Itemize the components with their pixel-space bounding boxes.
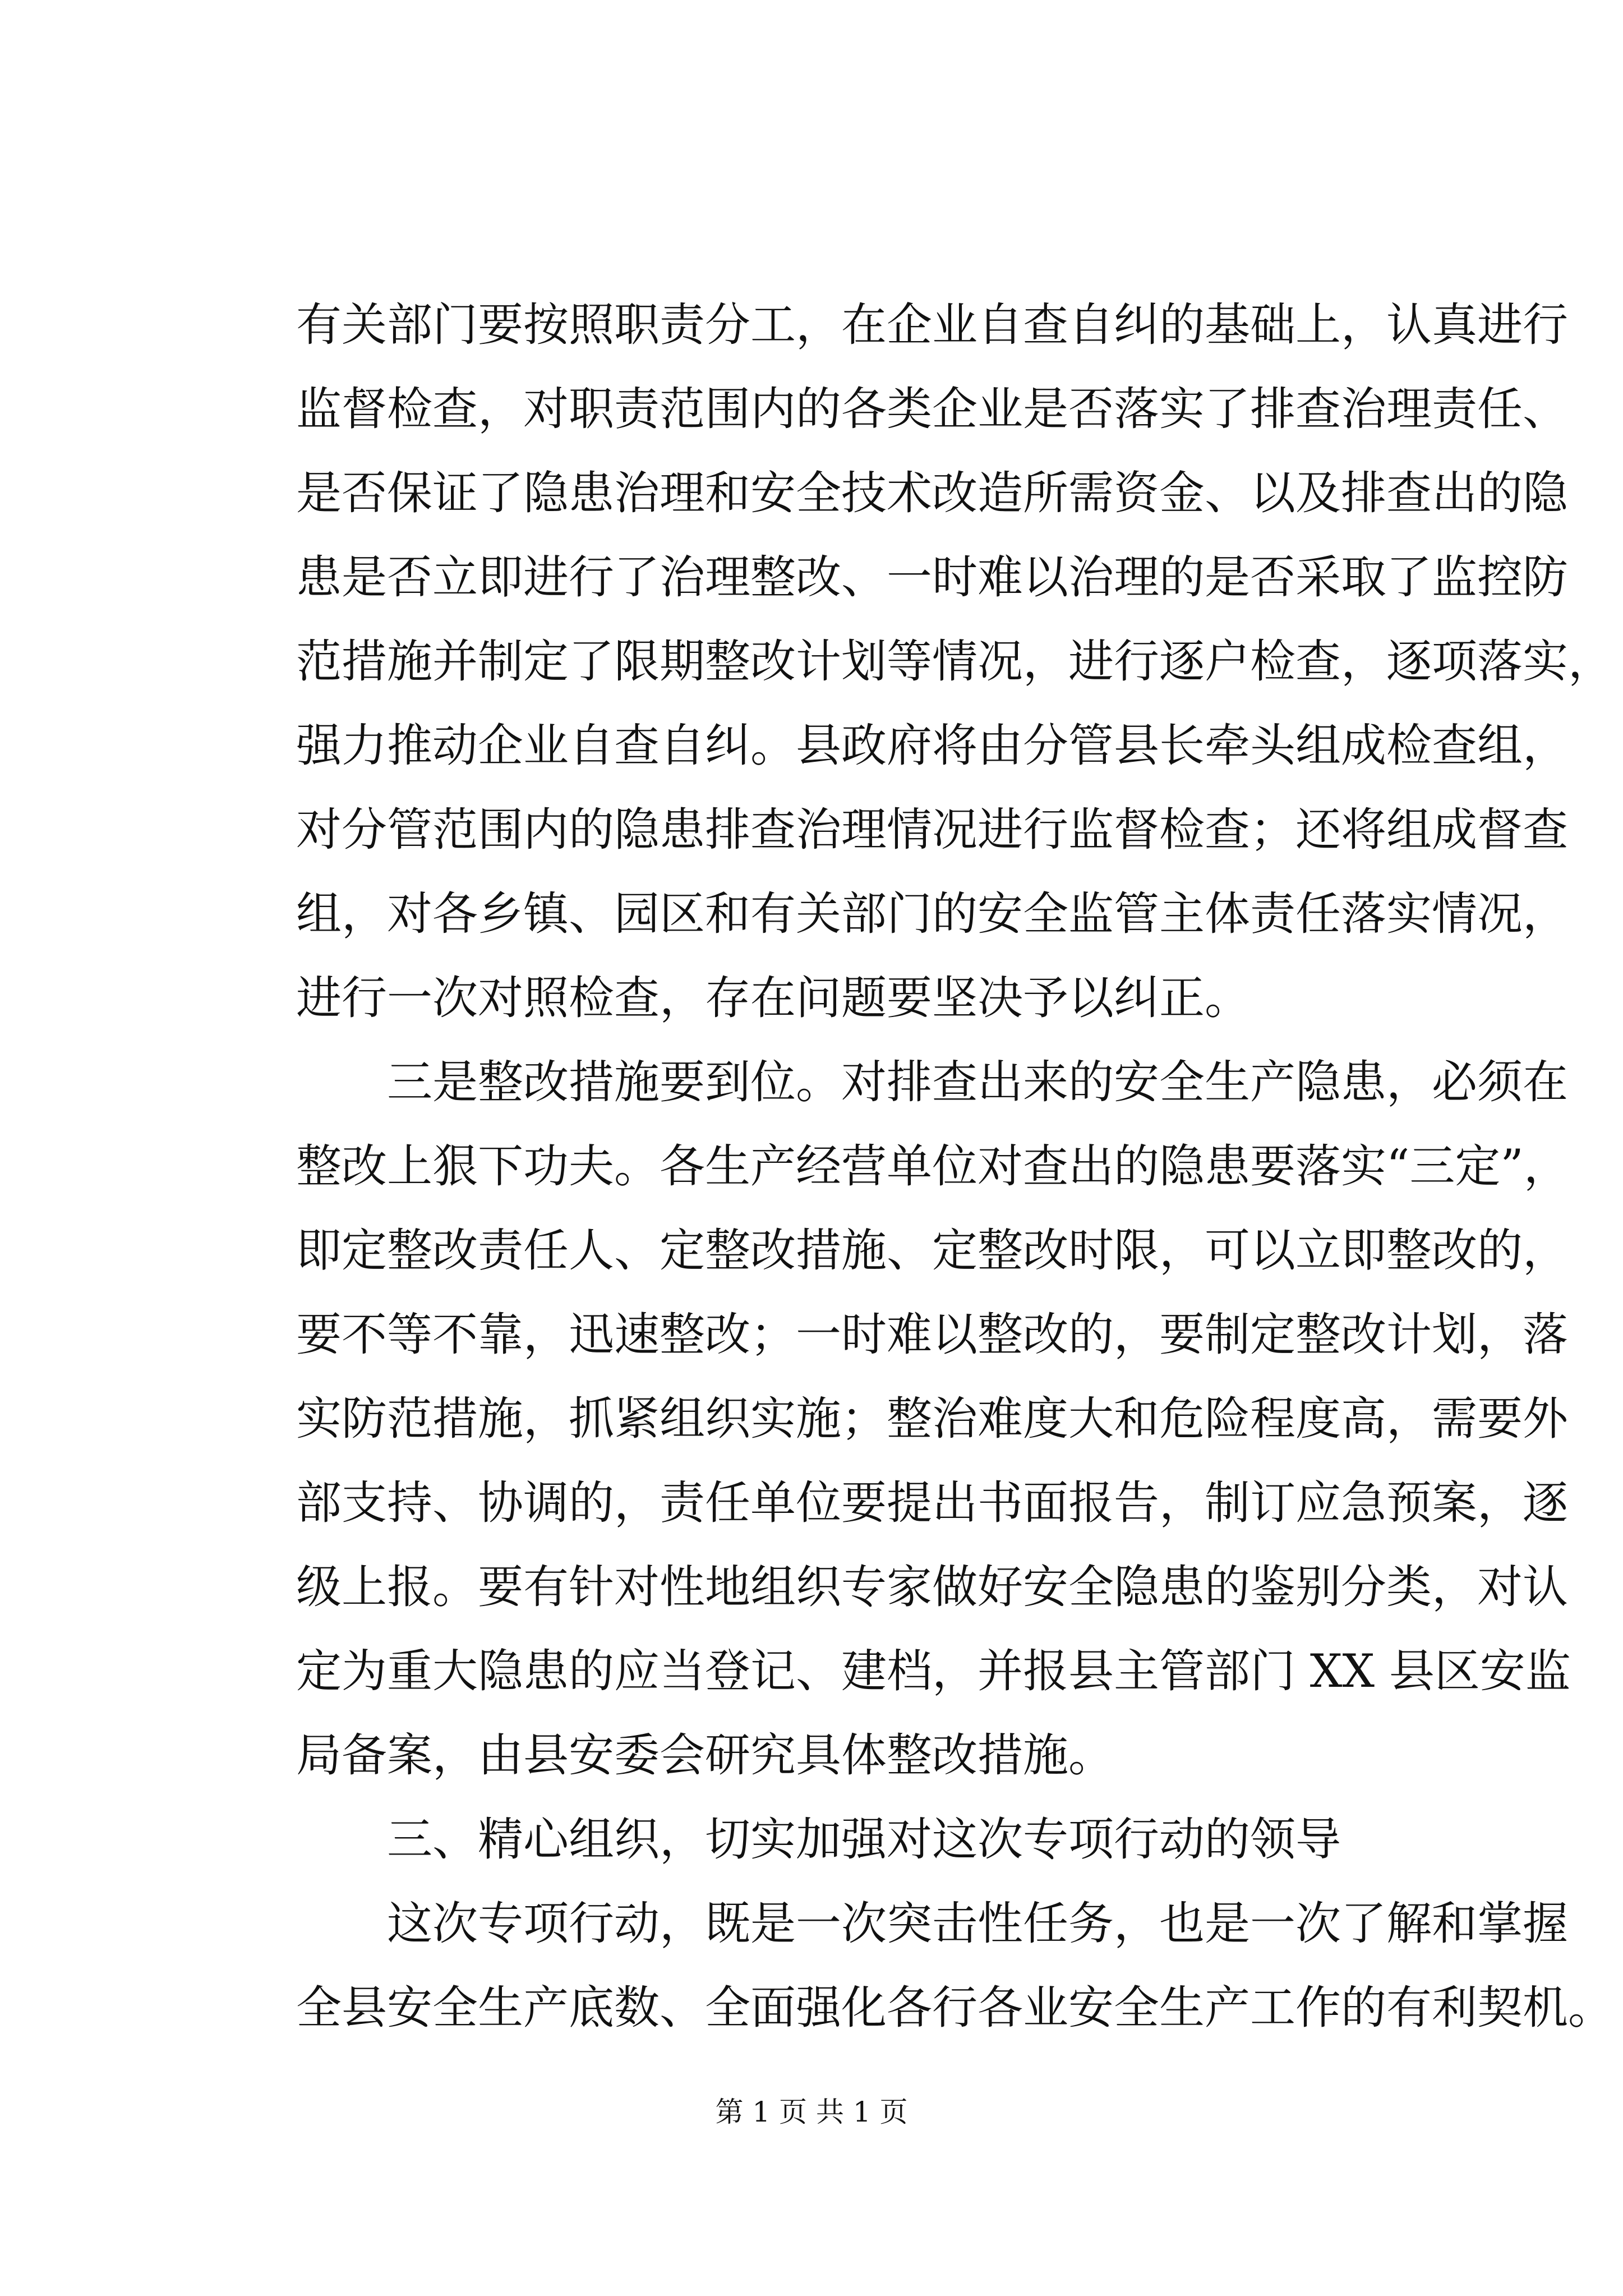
text-line: 范措施并制定了限期整改计划等情况，进行逐户检查，逐项落实， xyxy=(296,636,1614,688)
text-line: 患是否立即进行了治理整改、一时难以治理的是否采取了监控防 xyxy=(296,551,1569,604)
text-line: 监督检查，对职责范围内的各类企业是否落实了排查治理责任、 xyxy=(296,383,1569,436)
text-line: 实防范措施，抓紧组织实施；整治难度大和危险程度高，需要外 xyxy=(296,1393,1569,1446)
text-line: 强力推动企业自查自纠。县政府将由分管县长牵头组成检查组， xyxy=(296,720,1569,772)
text-line: 是否保证了隐患治理和安全技术改造所需资金、以及排查出的隐 xyxy=(296,467,1569,520)
text-line: 部支持、协调的，责任单位要提出书面报告，制订应急预案，逐 xyxy=(296,1477,1569,1530)
text-line: 这次专项行动，既是一次突击性任务，也是一次了解和掌握 xyxy=(296,1898,1569,1950)
document-body xyxy=(296,283,1614,2050)
text-line: 全县安全生产底数、全面强化各行各业安全生产工作的有利契机。 xyxy=(296,1982,1614,2035)
text-line: 三是整改措施要到位。对排查出来的安全生产隐患，必须在 xyxy=(296,1056,1569,1109)
text-line: 局备案，由县安委会研究具体整改措施。 xyxy=(296,1729,1114,1782)
text-line: 即定整改责任人、定整改措施、定整改时限，可以立即整改的， xyxy=(296,1225,1569,1277)
text-line: 定为重大隐患的应当登记、建档，并报县主管部门 XX 县区安监 xyxy=(296,1645,1571,1698)
section-heading: 三、精心组织，切实加强对这次专项行动的领导 xyxy=(296,1814,1341,1866)
text-line: 对分管范围内的隐患排查治理情况进行监督检查；还将组成督查 xyxy=(296,804,1569,857)
text-line: 进行一次对照检查，存在问题要坚决予以纠正。 xyxy=(296,972,1251,1025)
text-line: 有关部门要按照职责分工，在企业自查自纠的基础上，认真进行 xyxy=(296,299,1569,352)
text-line: 要不等不靠，迅速整改；一时难以整改的，要制定整改计划，落 xyxy=(296,1309,1569,1361)
page-footer: 第 1 页 共 1 页 xyxy=(715,2096,908,2128)
text-line: 级上报。要有针对性地组织专家做好安全隐患的鉴别分类，对认 xyxy=(296,1561,1569,1614)
text-line: 组，对各乡镇、园区和有关部门的安全监管主体责任落实情况， xyxy=(296,888,1569,941)
text-line: 整改上狠下功夫。各生产经营单位对查出的隐患要落实“三定”， xyxy=(296,1140,1569,1193)
